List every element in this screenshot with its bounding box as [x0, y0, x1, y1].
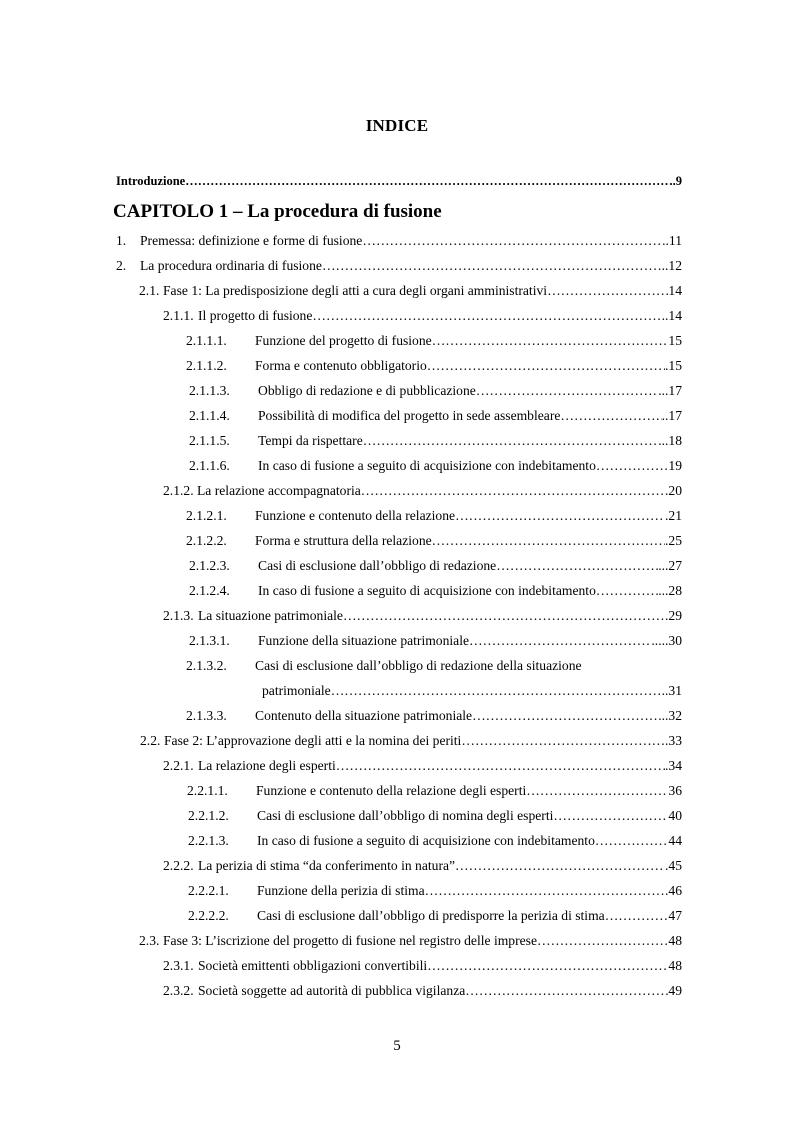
toc-entry-text: In caso di fusione a seguito di acquisizione con indebitamento — [257, 833, 595, 848]
toc-entry[interactable] — [189, 581, 682, 601]
toc-entry-page: ..9 — [669, 174, 682, 188]
page-number: 5 — [393, 1038, 401, 1054]
leader-dots — [469, 631, 651, 651]
toc-entry-number: 2.1.3. — [163, 608, 194, 623]
toc-entry[interactable] — [188, 881, 682, 901]
toc-entry[interactable] — [189, 556, 682, 576]
toc-entry-text: Il progetto di fusione — [198, 308, 313, 323]
toc-entry[interactable] — [163, 306, 682, 326]
toc-entry-text: Tempi da rispettare — [258, 433, 363, 448]
toc-entry-text: Casi di esclusione dall’obbligo di nomina degli esperti — [257, 808, 554, 823]
toc-entry-page: 36 — [668, 783, 682, 798]
toc-entry-number: 2.1. — [139, 283, 160, 298]
leader-dots — [322, 256, 662, 276]
toc-entry-number: 2.2.1.3. — [188, 833, 229, 848]
leader-dots — [363, 431, 658, 451]
toc-entry-text: Introduzione — [116, 174, 186, 188]
toc-entry-text: La procedura ordinaria di fusione — [140, 258, 322, 273]
leader-dots — [362, 231, 662, 251]
toc-entry[interactable] — [189, 381, 682, 401]
toc-entry-text: Funzione della situazione patrimoniale — [258, 633, 470, 648]
leader-dots — [465, 981, 668, 1001]
toc-entry-page: .46 — [665, 883, 682, 898]
leader-dots — [461, 731, 665, 751]
toc-entry-text: patrimoniale — [262, 683, 331, 698]
toc-entry-text: Funzione della perizia di stima — [257, 883, 425, 898]
leader-dots — [605, 906, 669, 926]
toc-entry-text: In caso di fusione a seguito di acquisizione con indebitamento — [258, 458, 596, 473]
toc-entry-page: ...18 — [658, 433, 682, 448]
toc-entry[interactable] — [187, 781, 682, 801]
leader-dots — [526, 781, 668, 801]
toc-entry-page: ..14 — [661, 308, 682, 323]
toc-entry[interactable] — [163, 756, 682, 776]
toc-entry-number: 2.2.2.2. — [188, 908, 229, 923]
toc-entry-text: Società emittenti obbligazioni convertibili — [198, 958, 428, 973]
toc-entry-text: La relazione degli esperti — [198, 758, 336, 773]
leader-dots — [427, 356, 665, 376]
toc-entry-number: 2.1.1.4. — [189, 408, 230, 423]
leader-dots — [455, 506, 665, 526]
toc-entry-text: Funzione e contenuto della relazione degli esperti — [256, 783, 527, 798]
toc-entry[interactable] — [186, 331, 682, 351]
toc-entry-page: 14 — [668, 283, 682, 298]
leader-dots — [331, 681, 662, 701]
toc-entry-page: 44 — [668, 833, 682, 848]
toc-entry-page: ...27 — [658, 558, 682, 573]
toc-entry-page: 19 — [668, 458, 682, 473]
toc-entry-text: Fase 2: L’approvazione degli atti e la nomina dei periti — [164, 733, 462, 748]
toc-entry[interactable] — [163, 606, 682, 626]
toc-entry-text: Casi di esclusione dall’obbligo di redazione — [258, 558, 497, 573]
toc-entry-page: ..11 — [662, 233, 682, 248]
toc-entry-number: 2.1.1.2. — [186, 358, 227, 373]
toc-entry-number: 2.1.1.1. — [186, 333, 227, 348]
toc-entry-text: Fase 3: L’iscrizione del progetto di fusione nel registro delle imprese — [163, 933, 537, 948]
toc-entry[interactable] — [188, 831, 682, 851]
toc-entry-text: Forma e contenuto obbligatorio — [255, 358, 427, 373]
toc-entry-text: Casi di esclusione dall’obbligo di redazione della situazione — [255, 658, 582, 673]
toc-entry-page: ...32 — [658, 708, 682, 723]
toc-entry-text: Premessa: definizione e forme di fusione — [140, 233, 363, 248]
toc-entry-page: ...28 — [658, 583, 682, 598]
toc-entry-number: 2.1.1.6. — [189, 458, 230, 473]
toc-entry-page: 49 — [668, 983, 682, 998]
leader-dots — [595, 831, 669, 851]
toc-entry-number: 2.2.2. — [163, 858, 194, 873]
toc-entry-continuation[interactable] — [262, 681, 682, 701]
leader-dots — [560, 406, 661, 426]
toc-entry-number: 2.1.1. — [163, 308, 194, 323]
toc-entry[interactable] — [116, 231, 682, 251]
toc-entry-text: In caso di fusione a seguito di acquisizione con indebitamento — [258, 583, 596, 598]
leader-dots — [537, 931, 668, 951]
toc-entry-text: Casi di esclusione dall’obbligo di predisporre la perizia di stima — [257, 908, 605, 923]
toc-entry-number: 1. — [116, 233, 127, 248]
toc-entry-text: Forma e struttura della relazione — [255, 533, 432, 548]
chapter-heading: CAPITOLO 1 – La procedura di fusione — [113, 201, 442, 222]
toc-entry-number: 2.3.1. — [163, 958, 194, 973]
leader-dots — [432, 531, 665, 551]
toc-entry[interactable] — [188, 806, 682, 826]
leader-dots — [596, 456, 669, 476]
leader-dots — [312, 306, 661, 326]
toc-entry-text: Funzione del progetto di fusione — [255, 333, 432, 348]
toc-entry-number: 2.1.2.2. — [186, 533, 227, 548]
toc-entry[interactable] — [163, 956, 682, 976]
leader-dots — [425, 881, 665, 901]
toc-entry-number: 2.2. — [140, 733, 161, 748]
leader-dots — [553, 806, 668, 826]
toc-entry-number: 2.1.1.3. — [189, 383, 230, 398]
toc-entry-text: La relazione accompagnatoria — [197, 483, 361, 498]
toc-entry[interactable] — [186, 506, 682, 526]
leader-dots — [596, 581, 658, 601]
toc-entry[interactable] — [189, 431, 682, 451]
toc-entry-text: Obbligo di redazione e di pubblicazione — [258, 383, 476, 398]
toc-entry[interactable] — [163, 481, 682, 501]
toc-entry[interactable] — [188, 906, 682, 926]
toc-entry-number: 2.2.1.2. — [188, 808, 229, 823]
page-title: INDICE — [365, 116, 429, 135]
toc-entry[interactable] — [186, 706, 682, 726]
leader-dots — [455, 856, 665, 876]
toc-entry-number: 2. — [116, 258, 127, 273]
toc-entry-text: Società soggette ad autorità di pubblica vigilanza — [198, 983, 466, 998]
toc-entry-page: ..31 — [661, 683, 682, 698]
toc-entry[interactable] — [186, 656, 682, 676]
toc-entry-page: .21 — [665, 508, 682, 523]
toc-entry-number: 2.1.3.2. — [186, 658, 227, 673]
toc-entry-number: 2.3. — [139, 933, 160, 948]
toc-entry-number: 2.1.3.1. — [189, 633, 230, 648]
toc-entry-text: Fase 1: La predisposizione degli atti a cura degli organi amministrativi — [163, 283, 548, 298]
toc-entry-text: Contenuto della situazione patrimoniale — [255, 708, 473, 723]
leader-dots — [496, 556, 658, 576]
toc-entry-page: ...17 — [658, 383, 682, 398]
toc-entry-page: .25 — [665, 533, 682, 548]
leader-dots — [427, 956, 668, 976]
toc-entry-page: 47 — [668, 908, 682, 923]
toc-entry[interactable] — [189, 456, 682, 476]
toc-entry-page: .....30 — [651, 633, 682, 648]
toc-entry[interactable] — [163, 981, 682, 1001]
toc-entry-number: 2.2.1. — [163, 758, 194, 773]
leader-dots — [336, 756, 665, 776]
toc-entry-number: 2.1.2.4. — [189, 583, 230, 598]
toc-entry-page: 40 — [668, 808, 682, 823]
toc-entry-page: 48 — [668, 933, 682, 948]
toc-entry-number: 2.1.3.3. — [186, 708, 227, 723]
toc-entry-number: 2.2.2.1. — [188, 883, 229, 898]
toc-entry-page: .29 — [665, 608, 682, 623]
toc-entry-text: La perizia di stima “da conferimento in natura” — [198, 858, 456, 873]
leader-dots — [476, 381, 658, 401]
toc-entry-text: La situazione patrimoniale — [198, 608, 343, 623]
toc-entry-number: 2.1.2.1. — [186, 508, 227, 523]
toc-entry[interactable] — [186, 531, 682, 551]
toc-entry-page: ..17 — [661, 408, 682, 423]
toc-entry[interactable] — [139, 281, 682, 301]
toc-entry-page: ..12 — [661, 258, 682, 273]
toc-entry[interactable] — [139, 931, 682, 951]
leader-dots — [432, 331, 669, 351]
toc-entry-page: 15 — [668, 333, 682, 348]
leader-dots — [185, 174, 669, 189]
toc-entry-page: .45 — [665, 858, 682, 873]
toc-entry[interactable] — [189, 406, 682, 426]
toc-entry-text: Possibilità di modifica del progetto in sede assembleare — [258, 408, 561, 423]
toc-entry[interactable] — [116, 256, 682, 276]
toc-entry-text: Funzione e contenuto della relazione — [255, 508, 456, 523]
toc-entry-number: 2.1.2. — [163, 483, 194, 498]
toc-entry-page: .20 — [665, 483, 682, 498]
toc-entry-number: 2.3.2. — [163, 983, 194, 998]
toc-entry-page: .33 — [665, 733, 682, 748]
leader-dots — [361, 481, 665, 501]
toc-entry-page: .34 — [665, 758, 682, 773]
leader-dots — [472, 706, 658, 726]
toc-entry-page: 48 — [668, 958, 682, 973]
toc-entry[interactable] — [140, 731, 682, 751]
toc-entry[interactable] — [186, 356, 682, 376]
toc-entry-number: 2.1.2.3. — [189, 558, 230, 573]
toc-entry[interactable] — [163, 856, 682, 876]
toc-entry[interactable] — [189, 631, 682, 651]
toc-entry-introduzione[interactable] — [116, 174, 682, 189]
leader-dots — [547, 281, 668, 301]
leader-dots — [343, 606, 665, 626]
toc-entry-number: 2.1.1.5. — [189, 433, 230, 448]
toc-entry-page: .15 — [665, 358, 682, 373]
toc-entry-number: 2.2.1.1. — [187, 783, 228, 798]
